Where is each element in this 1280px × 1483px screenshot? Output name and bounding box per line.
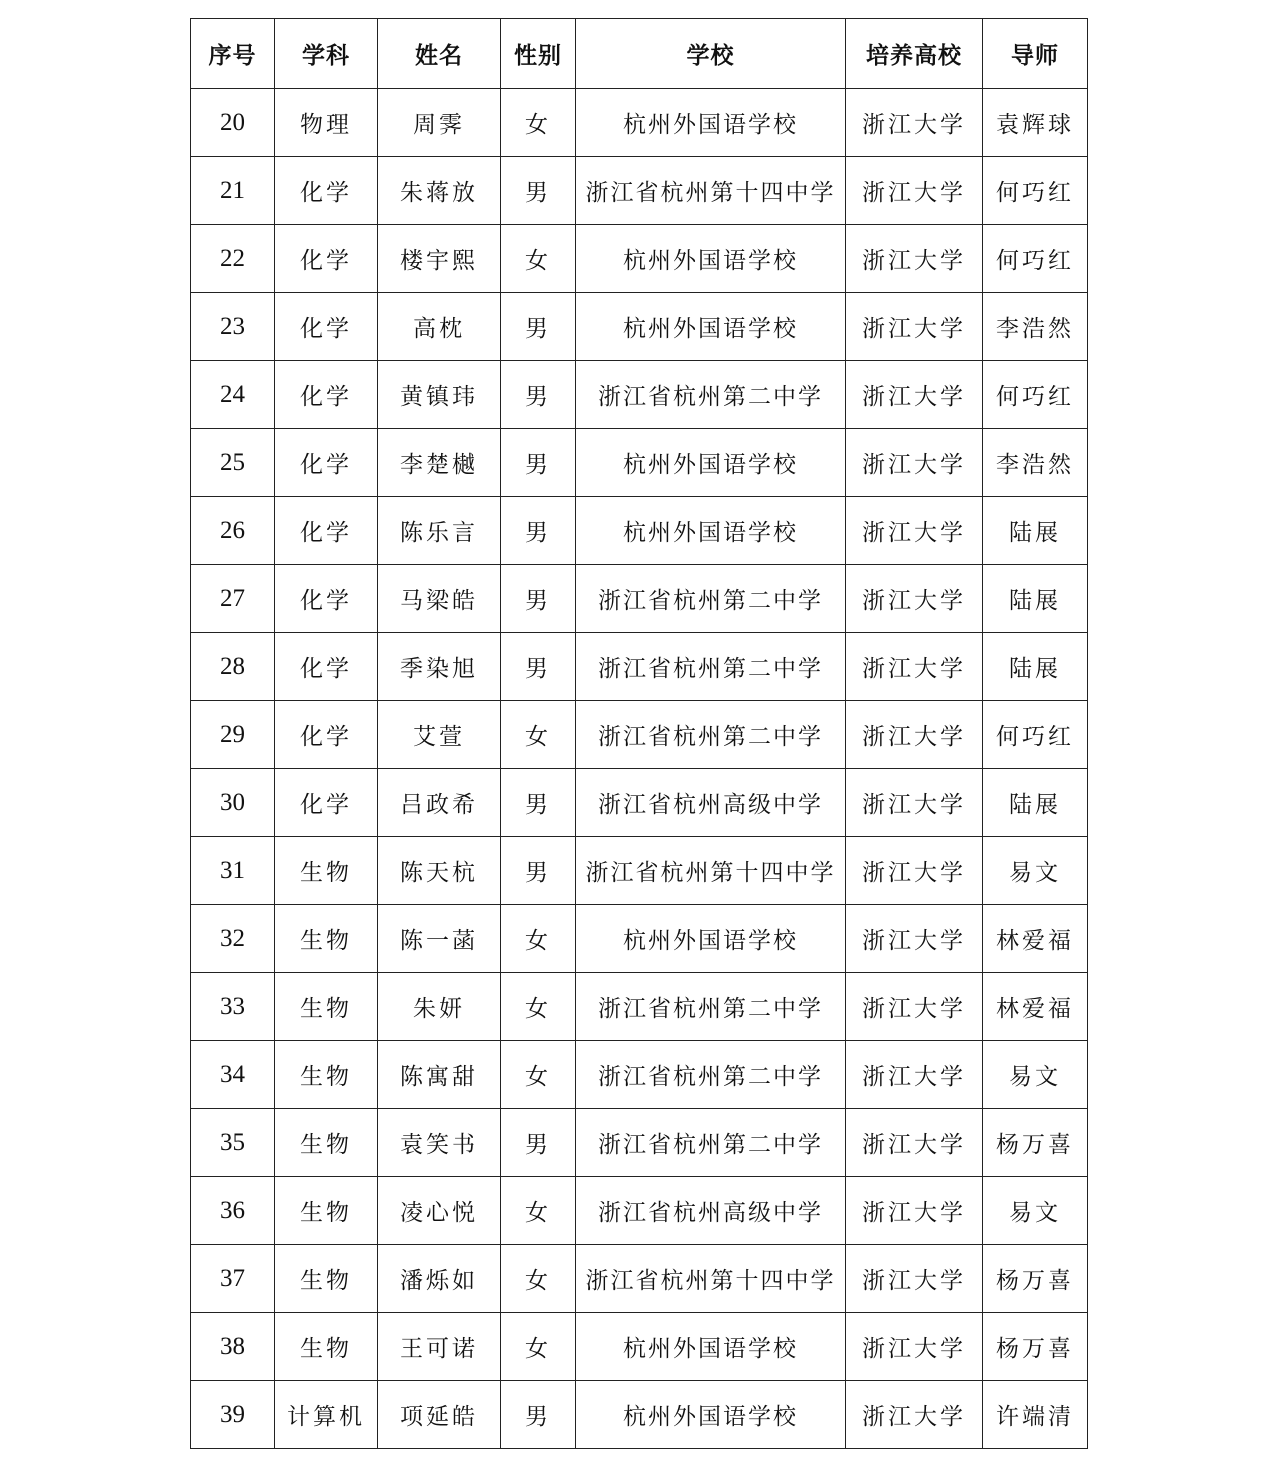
- header-gender: 性别: [501, 19, 576, 89]
- cell-university: 浙江大学: [846, 1109, 983, 1177]
- cell-gender: 男: [501, 429, 576, 497]
- cell-name: 周霁: [378, 89, 501, 157]
- cell-university: 浙江大学: [846, 1381, 983, 1449]
- cell-name: 朱妍: [378, 973, 501, 1041]
- table-row: [191, 565, 1088, 633]
- cell-name: 楼宇熙: [378, 225, 501, 293]
- cell-name: 潘烁如: [378, 1245, 501, 1313]
- cell-subject: 化学: [275, 769, 378, 837]
- cell-subject: 化学: [275, 429, 378, 497]
- header-row: [191, 19, 1088, 89]
- cell-index: 24: [191, 361, 275, 429]
- table-row: [191, 1313, 1088, 1381]
- cell-university: 浙江大学: [846, 361, 983, 429]
- cell-index: 38: [191, 1313, 275, 1381]
- cell-name: 季染旭: [378, 633, 501, 701]
- table-row: [191, 89, 1088, 157]
- cell-subject: 化学: [275, 293, 378, 361]
- cell-subject: 计算机: [275, 1381, 378, 1449]
- table-header: [191, 19, 1088, 89]
- cell-mentor: 李浩然: [983, 293, 1088, 361]
- cell-mentor: 易文: [983, 1177, 1088, 1245]
- cell-mentor: 陆展: [983, 565, 1088, 633]
- cell-index: 37: [191, 1245, 275, 1313]
- cell-mentor: 何巧红: [983, 157, 1088, 225]
- cell-university: 浙江大学: [846, 225, 983, 293]
- cell-school: 浙江省杭州第二中学: [576, 633, 846, 701]
- cell-subject: 生物: [275, 1245, 378, 1313]
- cell-gender: 男: [501, 157, 576, 225]
- cell-school: 浙江省杭州第二中学: [576, 1041, 846, 1109]
- cell-gender: 女: [501, 89, 576, 157]
- cell-name: 陈一菡: [378, 905, 501, 973]
- cell-school: 杭州外国语学校: [576, 905, 846, 973]
- table-row: [191, 361, 1088, 429]
- header-name: 姓名: [378, 19, 501, 89]
- cell-name: 项延皓: [378, 1381, 501, 1449]
- cell-school: 杭州外国语学校: [576, 293, 846, 361]
- cell-mentor: 陆展: [983, 497, 1088, 565]
- cell-mentor: 陆展: [983, 769, 1088, 837]
- table-row: [191, 497, 1088, 565]
- cell-subject: 化学: [275, 633, 378, 701]
- cell-university: 浙江大学: [846, 905, 983, 973]
- cell-university: 浙江大学: [846, 157, 983, 225]
- header-index: 序号: [191, 19, 275, 89]
- cell-mentor: 杨万喜: [983, 1109, 1088, 1177]
- cell-name: 凌心悦: [378, 1177, 501, 1245]
- cell-name: 吕政希: [378, 769, 501, 837]
- cell-subject: 物理: [275, 89, 378, 157]
- cell-subject: 化学: [275, 497, 378, 565]
- cell-subject: 生物: [275, 1313, 378, 1381]
- cell-school: 杭州外国语学校: [576, 1313, 846, 1381]
- table-row: [191, 905, 1088, 973]
- cell-index: 20: [191, 89, 275, 157]
- cell-university: 浙江大学: [846, 293, 983, 361]
- cell-gender: 女: [501, 1041, 576, 1109]
- cell-school: 浙江省杭州高级中学: [576, 769, 846, 837]
- cell-mentor: 陆展: [983, 633, 1088, 701]
- cell-index: 32: [191, 905, 275, 973]
- cell-subject: 化学: [275, 361, 378, 429]
- cell-gender: 男: [501, 497, 576, 565]
- cell-university: 浙江大学: [846, 973, 983, 1041]
- cell-name: 李楚樾: [378, 429, 501, 497]
- cell-index: 30: [191, 769, 275, 837]
- cell-school: 浙江省杭州第二中学: [576, 361, 846, 429]
- cell-mentor: 杨万喜: [983, 1245, 1088, 1313]
- cell-university: 浙江大学: [846, 497, 983, 565]
- cell-mentor: 何巧红: [983, 225, 1088, 293]
- cell-mentor: 袁辉球: [983, 89, 1088, 157]
- cell-mentor: 易文: [983, 1041, 1088, 1109]
- table-row: [191, 293, 1088, 361]
- cell-subject: 生物: [275, 905, 378, 973]
- cell-index: 36: [191, 1177, 275, 1245]
- cell-school: 浙江省杭州高级中学: [576, 1177, 846, 1245]
- cell-subject: 生物: [275, 1041, 378, 1109]
- cell-school: 浙江省杭州第二中学: [576, 701, 846, 769]
- table-row: [191, 1381, 1088, 1449]
- cell-name: 陈天杭: [378, 837, 501, 905]
- header-mentor: 导师: [983, 19, 1088, 89]
- header-subject: 学科: [275, 19, 378, 89]
- cell-gender: 女: [501, 701, 576, 769]
- cell-index: 33: [191, 973, 275, 1041]
- cell-subject: 生物: [275, 1177, 378, 1245]
- cell-university: 浙江大学: [846, 633, 983, 701]
- cell-index: 39: [191, 1381, 275, 1449]
- cell-name: 朱蒋放: [378, 157, 501, 225]
- cell-gender: 男: [501, 633, 576, 701]
- cell-index: 34: [191, 1041, 275, 1109]
- cell-gender: 女: [501, 973, 576, 1041]
- cell-gender: 男: [501, 293, 576, 361]
- cell-university: 浙江大学: [846, 1177, 983, 1245]
- cell-mentor: 许端清: [983, 1381, 1088, 1449]
- cell-index: 25: [191, 429, 275, 497]
- cell-name: 陈寓甜: [378, 1041, 501, 1109]
- cell-university: 浙江大学: [846, 429, 983, 497]
- cell-name: 马梁皓: [378, 565, 501, 633]
- cell-name: 艾萱: [378, 701, 501, 769]
- table-row: [191, 837, 1088, 905]
- table-row: [191, 225, 1088, 293]
- cell-subject: 生物: [275, 973, 378, 1041]
- cell-index: 23: [191, 293, 275, 361]
- cell-subject: 化学: [275, 701, 378, 769]
- cell-subject: 生物: [275, 837, 378, 905]
- cell-gender: 男: [501, 837, 576, 905]
- cell-school: 浙江省杭州第二中学: [576, 1109, 846, 1177]
- student-roster-table: [190, 18, 1088, 1449]
- table-row: [191, 701, 1088, 769]
- cell-gender: 男: [501, 565, 576, 633]
- header-university: 培养高校: [846, 19, 983, 89]
- table-body: [191, 89, 1088, 1449]
- cell-school: 杭州外国语学校: [576, 429, 846, 497]
- cell-subject: 生物: [275, 1109, 378, 1177]
- table-row: [191, 769, 1088, 837]
- cell-school: 杭州外国语学校: [576, 1381, 846, 1449]
- cell-subject: 化学: [275, 225, 378, 293]
- header-school: 学校: [576, 19, 846, 89]
- cell-school: 浙江省杭州第十四中学: [576, 837, 846, 905]
- cell-name: 王可诺: [378, 1313, 501, 1381]
- cell-university: 浙江大学: [846, 1245, 983, 1313]
- table-row: [191, 1245, 1088, 1313]
- cell-index: 31: [191, 837, 275, 905]
- cell-university: 浙江大学: [846, 837, 983, 905]
- cell-school: 浙江省杭州第十四中学: [576, 1245, 846, 1313]
- cell-university: 浙江大学: [846, 1041, 983, 1109]
- cell-name: 高枕: [378, 293, 501, 361]
- cell-name: 袁笑书: [378, 1109, 501, 1177]
- table-row: [191, 1109, 1088, 1177]
- table-row: [191, 633, 1088, 701]
- cell-school: 杭州外国语学校: [576, 225, 846, 293]
- cell-index: 27: [191, 565, 275, 633]
- cell-mentor: 李浩然: [983, 429, 1088, 497]
- cell-index: 35: [191, 1109, 275, 1177]
- cell-university: 浙江大学: [846, 769, 983, 837]
- cell-mentor: 林爱福: [983, 973, 1088, 1041]
- cell-school: 浙江省杭州第十四中学: [576, 157, 846, 225]
- table-row: [191, 973, 1088, 1041]
- cell-university: 浙江大学: [846, 565, 983, 633]
- cell-index: 21: [191, 157, 275, 225]
- table-row: [191, 1041, 1088, 1109]
- cell-gender: 女: [501, 1177, 576, 1245]
- cell-mentor: 易文: [983, 837, 1088, 905]
- cell-index: 22: [191, 225, 275, 293]
- cell-mentor: 何巧红: [983, 361, 1088, 429]
- cell-index: 28: [191, 633, 275, 701]
- cell-gender: 男: [501, 1381, 576, 1449]
- cell-index: 26: [191, 497, 275, 565]
- cell-gender: 女: [501, 225, 576, 293]
- cell-subject: 化学: [275, 565, 378, 633]
- cell-mentor: 杨万喜: [983, 1313, 1088, 1381]
- cell-mentor: 林爱福: [983, 905, 1088, 973]
- cell-school: 杭州外国语学校: [576, 89, 846, 157]
- cell-gender: 女: [501, 905, 576, 973]
- cell-mentor: 何巧红: [983, 701, 1088, 769]
- cell-index: 29: [191, 701, 275, 769]
- cell-name: 陈乐言: [378, 497, 501, 565]
- cell-gender: 女: [501, 1245, 576, 1313]
- cell-name: 黄镇玮: [378, 361, 501, 429]
- cell-school: 浙江省杭州第二中学: [576, 973, 846, 1041]
- cell-school: 浙江省杭州第二中学: [576, 565, 846, 633]
- cell-gender: 女: [501, 1313, 576, 1381]
- cell-gender: 男: [501, 1109, 576, 1177]
- cell-gender: 男: [501, 361, 576, 429]
- table-row: [191, 1177, 1088, 1245]
- table-row: [191, 157, 1088, 225]
- cell-university: 浙江大学: [846, 1313, 983, 1381]
- cell-university: 浙江大学: [846, 89, 983, 157]
- cell-school: 杭州外国语学校: [576, 497, 846, 565]
- cell-university: 浙江大学: [846, 701, 983, 769]
- cell-gender: 男: [501, 769, 576, 837]
- cell-subject: 化学: [275, 157, 378, 225]
- table-row: [191, 429, 1088, 497]
